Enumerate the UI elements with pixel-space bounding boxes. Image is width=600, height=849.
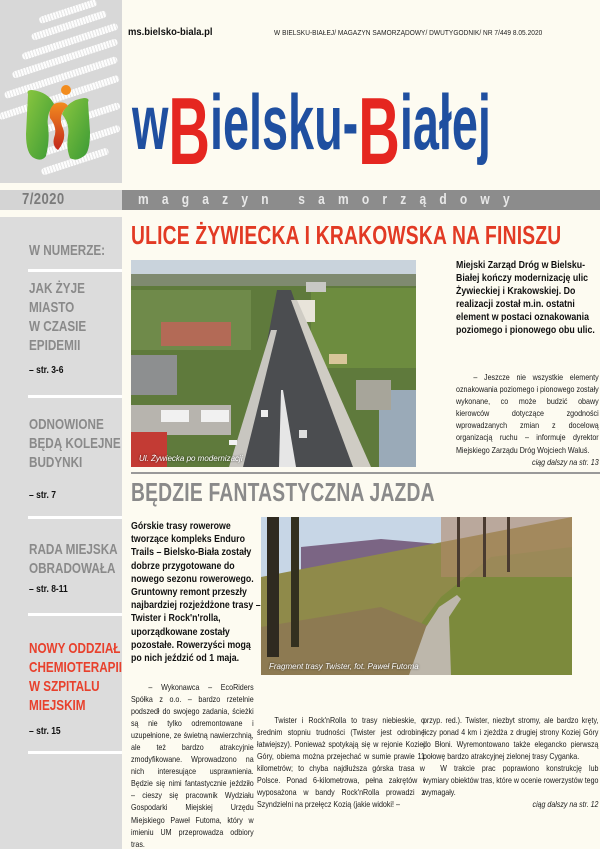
toc-item-epidemic[interactable]: JAK ŻYJE MIASTO W CZASIE EPIDEMII bbox=[29, 280, 87, 354]
magazine-subtitle: magazyn samorządowy bbox=[138, 191, 523, 208]
title-part: iałej bbox=[399, 78, 491, 166]
toc-divider bbox=[28, 613, 122, 616]
toc-page-ref: – str. 15 bbox=[29, 726, 61, 737]
divider bbox=[0, 183, 122, 190]
title-part: ielsku- bbox=[210, 78, 359, 166]
toc-item-chemotherapy[interactable]: NOWY ODDZIAŁ CHEMIOTERAPII W SZPITALU MIEJSKIM bbox=[29, 640, 122, 714]
body-paragraph: – Jeszcze nie wszystkie elementy oznakowania poziomego i pionowego zostały wykonane, co może budzić obawy kierowców dotyczące zgodności wprowadzanych zmian z docelową organizacją ruchu – informuje dyrektor Miejskiego Zarządu Dróg Wojciech Waluś. bbox=[456, 373, 599, 455]
article-headline[interactable]: ULICE ŻYWIECKA I KRAKOWSKA NA FINISZU bbox=[131, 220, 562, 250]
body-paragraph: Twister i Rock'nRolla to trasy niebieskie, o średnim stopniu trudności (Twister jest odrobinę łatwiejszy). Ponieważ spotykają się w rejonie Koziej Góry, obiema można przejechać w sumie prawie 11 kilometrów; to chyba najdłuższa górska trasa w Polsce. Ponad 6-kilometrowa, pełna zakrętów i wyposażona w bandy Rock'nRolla prowadzi z Szyndzielni na przełęcz Kozią (jakie widoki! – bbox=[257, 716, 425, 810]
site-url-link[interactable]: ms.bielsko-biala.pl bbox=[128, 26, 213, 38]
issue-number: 7/2020 bbox=[22, 191, 65, 208]
logo-area bbox=[0, 0, 122, 183]
continued-link[interactable]: ciąg dalszy na str. 13 bbox=[532, 457, 599, 467]
street-photo-image bbox=[131, 260, 416, 467]
trail-photo bbox=[261, 517, 572, 675]
toc-page-ref: – str. 7 bbox=[29, 490, 56, 501]
section-divider bbox=[131, 472, 600, 474]
body-paragraph: W trakcie prac poprawiono konstrukcję lub wymiary obiektów tras, które w ocenie rowerzystów tego wymagały. bbox=[423, 764, 599, 798]
article-lead: Górskie trasy rowerowe tworzące kompleks Enduro Trails – Bielsko-Biała zostały dobrze przygotowane do nowego sezonu rowerowego. Gruntowny remont przeszły najbardziej rozjeżdżone trasy – Twister i Rock'n'rolla, uporządkowane zostały pozostałe. Rowerzyści mogą po nich jeździć od 1 maja. bbox=[131, 521, 261, 665]
body-paragraph: przyp. red.). Twister, niezbyt stromy, ale bardzo kręty, liczy ponad 4 km i zjeżdża z drugiej strony Koziej Góry do Błoni. Wyremontowano także elegancko pierwszą połowę bardzo atrakcyjnej zielonej trasy Cyganka. bbox=[423, 716, 599, 762]
body-paragraph: – Wykonawca – EcoRiders Spółka z o.o. – bardzo rzetelnie podszedł do swojego zadania, ścieżki są nie tylko odremontowane i uzupełnione, ze świetną nawierzchnią, ale też bardzo atrakcyjnie zmodyfikowane. Wprowadzono na nich interesujące usprawnienia. Będzie się nimi fantastycznie jeździło – cieszy się pracownik Wydziału Gospodarki Miejskiej Urzędu Miejskiego Paweł Futoma, który w imieniu UM przeprowadza odbiory tras. bbox=[131, 683, 254, 849]
toc-divider bbox=[28, 516, 122, 519]
article-lead: Miejski Zarząd Dróg w Bielsku-Białej kończy modernizację ulic Żywieckiej i Krakowskiej. Do realizacji został m.in. ostatni element w postaci oznakowania poziomego i pionowego obu ulic. bbox=[456, 260, 595, 337]
city-logo-icon bbox=[24, 84, 92, 164]
toc-item-buildings[interactable]: ODNOWIONE BĘDĄ KOLEJNE BUDYNKI bbox=[29, 416, 121, 471]
title-part: B bbox=[358, 78, 400, 185]
article-headline[interactable]: BĘDZIE FANTASTYCZNA JAZDA bbox=[131, 477, 435, 507]
masthead-meta: W BIELSKU-BIAŁEJ/ MAGAZYN SAMORZĄDOWY/ DWUTYGODNIK/ NR 7/449 8.05.2020 bbox=[274, 28, 543, 37]
article-body bbox=[456, 372, 599, 469]
toc-item-city-council[interactable]: RADA MIEJSKA OBRADOWAŁA bbox=[29, 541, 118, 577]
article-body-col2 bbox=[257, 715, 425, 811]
magazine-title bbox=[132, 72, 600, 185]
toc-divider bbox=[28, 751, 122, 754]
trail-photo-image bbox=[261, 517, 572, 675]
toc-divider bbox=[28, 395, 122, 398]
toc-page-ref: – str. 3-6 bbox=[29, 365, 64, 376]
divider bbox=[0, 210, 122, 217]
toc-page-ref: – str. 8-11 bbox=[29, 584, 68, 595]
title-part: B bbox=[168, 78, 210, 185]
title-part: w bbox=[132, 78, 169, 166]
toc-divider bbox=[28, 269, 122, 272]
photo-caption: Ul. Żywiecka po modernizacji bbox=[139, 454, 243, 463]
street-photo bbox=[131, 260, 416, 467]
photo-caption: Fragment trasy Twister, fot. Paweł Futoma bbox=[269, 662, 419, 671]
article-body-col1 bbox=[131, 682, 254, 849]
article-body-col3 bbox=[423, 715, 598, 811]
continued-link[interactable]: ciąg dalszy na str. 12 bbox=[532, 800, 599, 810]
toc-heading: W NUMERZE: bbox=[29, 242, 106, 259]
